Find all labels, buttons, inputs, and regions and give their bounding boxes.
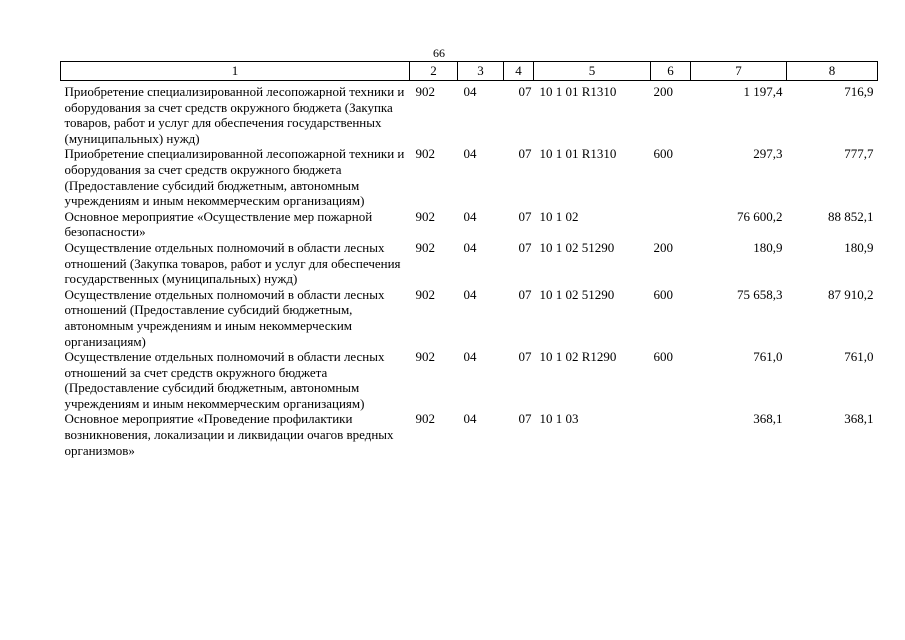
row-rz: 04 bbox=[463, 208, 477, 224]
row-vr: 600 bbox=[653, 349, 673, 365]
row-grbs: 902 bbox=[415, 146, 435, 162]
row-sum-2: 716,9 bbox=[844, 84, 874, 99]
row-rz: 04 bbox=[463, 146, 477, 162]
row-vr: 600 bbox=[653, 286, 673, 302]
row-csr: 10 1 02 R1290 bbox=[539, 349, 617, 365]
row-csr: 10 1 02 bbox=[539, 208, 579, 224]
row-sum-2: 180,9 bbox=[844, 239, 874, 255]
row-sum-1: 297,3 bbox=[753, 146, 783, 162]
table-row bbox=[61, 349, 878, 411]
header-col-7: 7 bbox=[691, 62, 787, 81]
row-sum-2: 368,1 bbox=[844, 411, 874, 427]
row-pr: 07 bbox=[518, 349, 532, 365]
table-row bbox=[61, 146, 878, 208]
row-name: Основное мероприятие «Осуществление мер пожарной безопасности» bbox=[64, 208, 373, 240]
header-col-3: 3 bbox=[458, 62, 504, 81]
table-row bbox=[61, 209, 878, 240]
row-sum-1: 1 197,4 bbox=[743, 84, 783, 99]
row-rz: 04 bbox=[463, 84, 477, 99]
row-rz: 04 bbox=[463, 286, 477, 302]
row-sum-2: 88 852,1 bbox=[828, 208, 874, 224]
row-sum-1: 76 600,2 bbox=[737, 208, 783, 224]
row-name: Приобретение специализированной лесопожарной техники и оборудования за счет средств окружного бюджета (Предоставление субсидий бюджетным, автономным учреждениям и иным некоммерческим организациям) bbox=[64, 146, 405, 209]
header-col-5: 5 bbox=[534, 62, 651, 81]
row-name: Приобретение специализированной лесопожарной техники и оборудования за счет средств окружного бюджета (Закупка товаров, работ и услуг для обеспечения государственных (муниципальных) нужд) bbox=[64, 84, 405, 146]
row-name: Осуществление отдельных полномочий в области лесных отношений за счет средств окружного бюджета (Предоставление субсидий бюджетным, автономным учреждениям и иным некоммерческим организациям) bbox=[64, 349, 385, 411]
row-grbs: 902 bbox=[415, 84, 435, 99]
budget-table bbox=[60, 61, 878, 458]
row-sum-2: 777,7 bbox=[844, 146, 874, 162]
row-vr: 200 bbox=[653, 239, 673, 255]
row-pr: 07 bbox=[518, 411, 532, 427]
header-col-2: 2 bbox=[410, 62, 458, 81]
row-rz: 04 bbox=[463, 411, 477, 427]
row-pr: 07 bbox=[518, 84, 532, 99]
row-vr: 600 bbox=[653, 146, 673, 162]
row-pr: 07 bbox=[518, 208, 532, 224]
row-sum-2: 87 910,2 bbox=[828, 286, 874, 302]
row-sum-1: 75 658,3 bbox=[737, 286, 783, 302]
row-grbs: 902 bbox=[415, 349, 435, 365]
table-row bbox=[61, 240, 878, 287]
row-csr: 10 1 01 R1310 bbox=[539, 146, 617, 162]
row-grbs: 902 bbox=[415, 208, 435, 224]
row-name: Основное мероприятие «Проведение профилактики возникновения, локализации и ликвидации очагов вредных организмов» bbox=[64, 411, 394, 458]
table-row bbox=[61, 81, 878, 147]
row-vr bbox=[651, 209, 691, 240]
row-sum-1: 761,0 bbox=[753, 349, 783, 365]
row-name: Осуществление отдельных полномочий в области лесных отношений (Закупка товаров, работ и услуг для обеспечения государственных (муниципальных) нужд) bbox=[64, 239, 401, 287]
header-col-4: 4 bbox=[504, 62, 534, 81]
row-name: Осуществление отдельных полномочий в области лесных отношений (Предоставление субсидий бюджетным, автономным учреждениям и иным некоммерческим организациям) bbox=[64, 286, 385, 349]
row-csr: 10 1 02 51290 bbox=[539, 286, 615, 302]
row-sum-2: 761,0 bbox=[844, 349, 874, 365]
header-col-6: 6 bbox=[651, 62, 691, 81]
table-row bbox=[61, 411, 878, 458]
header-col-8: 8 bbox=[787, 62, 878, 81]
row-pr: 07 bbox=[518, 146, 532, 162]
row-csr: 10 1 03 bbox=[539, 411, 579, 427]
row-sum-1: 368,1 bbox=[753, 411, 783, 427]
table-body bbox=[61, 81, 878, 459]
header-col-1: 1 bbox=[61, 62, 410, 81]
table-row bbox=[61, 287, 878, 349]
row-sum-1: 180,9 bbox=[753, 239, 783, 255]
header-row bbox=[61, 62, 878, 81]
row-vr: 200 bbox=[653, 84, 673, 99]
row-pr: 07 bbox=[518, 239, 532, 255]
table-header bbox=[61, 62, 878, 81]
row-rz: 04 bbox=[463, 239, 477, 255]
row-grbs: 902 bbox=[415, 286, 435, 302]
row-grbs: 902 bbox=[415, 239, 435, 255]
row-grbs: 902 bbox=[415, 411, 435, 427]
row-csr: 10 1 02 51290 bbox=[539, 239, 615, 255]
row-vr bbox=[651, 411, 691, 458]
row-csr: 10 1 01 R1310 bbox=[539, 84, 617, 99]
row-rz: 04 bbox=[463, 349, 477, 365]
row-pr: 07 bbox=[518, 286, 532, 302]
page-number: 66 bbox=[433, 46, 445, 60]
